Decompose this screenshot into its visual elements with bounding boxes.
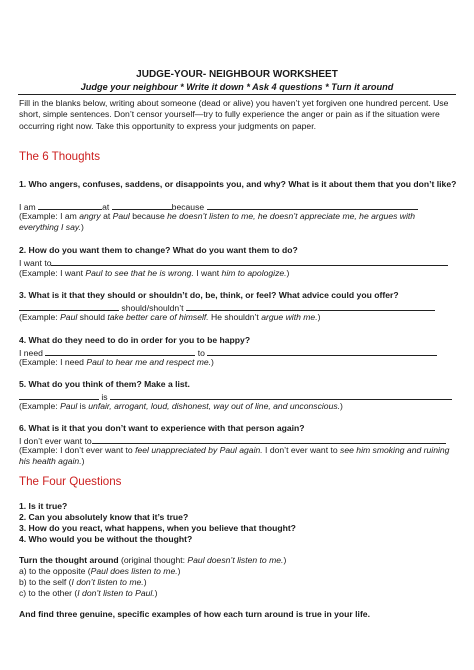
- turnaround-a-value: Paul does listen to me.: [90, 566, 178, 576]
- four-question-3: 3. How do you react, what happens, when you believe that thought?: [19, 523, 296, 533]
- q3-ex-open: (Example:: [19, 312, 61, 322]
- turnaround-a: [19, 566, 457, 577]
- turnaround-close: ): [283, 555, 287, 565]
- turnaround-label: Turn the thought around: [19, 555, 119, 565]
- section-heading-four-questions: The Four Questions: [19, 475, 122, 488]
- q1-ex-at: at: [100, 211, 113, 221]
- q4-blank-person[interactable]: [45, 346, 195, 356]
- worksheet-subtitle: Judge your neighbour * Write it down * Ask 4 questions * Turn it around: [80, 82, 394, 92]
- q4-blank-need[interactable]: [207, 346, 437, 356]
- q1-i-am-label: I am: [19, 202, 36, 212]
- q3-ex-close: ): [317, 312, 321, 322]
- q3-ex-argue: argue with me.: [261, 312, 318, 322]
- q3-should-label: should/shouldn’t: [121, 303, 184, 313]
- q1-blank-reason[interactable]: [207, 200, 418, 210]
- q5-blank-list[interactable]: [110, 390, 452, 400]
- worksheet-title: JUDGE-YOUR- NEIGHBOUR WORKSHEET: [136, 69, 338, 80]
- q4-i-need-label: I need: [19, 348, 43, 358]
- q6-ex-feel: feel unappreciated by Paul again.: [135, 445, 263, 455]
- q2-ex-apol: to apologize.: [237, 268, 287, 278]
- q3-example: [19, 312, 457, 323]
- q1-ex-angry: angry: [79, 211, 101, 221]
- q6-blank-experience[interactable]: [92, 434, 446, 444]
- intro-paragraph: Fill in the blanks below, writing about someone (dead or alive) you haven’t yet forgiven one hundred percent. Use short, simple sentences. Don’t censor yourself—try to fully experience the anger or pain as if the situation were occurring right now. Take this opportunity to express your judgments on paper.: [19, 98, 449, 131]
- q3-ex-mid2: He shouldn’t: [208, 312, 262, 322]
- q6-example: [19, 445, 457, 468]
- turnaround-c-label: c) to the other (: [19, 588, 78, 598]
- q1-ex-because: because: [129, 211, 168, 221]
- q5-is-label: is: [101, 392, 108, 402]
- q4-to-label: to: [197, 348, 205, 358]
- q5-ex-paul: Paul: [60, 401, 78, 411]
- q3-ex-care: take better care of himself.: [107, 312, 209, 322]
- section-heading-thoughts: The 6 Thoughts: [19, 150, 100, 163]
- q2-ex-him: him: [221, 268, 236, 278]
- question-5: 5. What do you think of them? Make a list.: [19, 379, 190, 389]
- q5-ex-mid: is: [77, 401, 89, 411]
- q1-blank-person[interactable]: [112, 200, 172, 210]
- q5-ex-close: ): [340, 401, 343, 411]
- question-6: 6. What is it that you don’t want to experience with that person again?: [19, 423, 305, 433]
- q2-ex-paul: Paul: [85, 268, 103, 278]
- turnaround-a-label: a) to the opposite (: [19, 566, 91, 576]
- q1-because-label: because: [171, 202, 205, 212]
- q2-blank-change[interactable]: [51, 256, 448, 266]
- turnaround-c-value: I don’t listen to Paul.: [77, 588, 155, 598]
- four-question-2: 2. Can you absolutely know that it’s true?: [19, 512, 189, 522]
- q2-ex-see: to see that he is wrong.: [104, 268, 194, 278]
- q3-ex-mid: should: [77, 312, 108, 322]
- turnaround-open: (original thought:: [118, 555, 188, 565]
- question-2: 2. How do you want them to change? What do you want them to do?: [19, 245, 298, 255]
- q5-blank-person[interactable]: [19, 390, 99, 400]
- q3-blank-advice[interactable]: [186, 301, 435, 311]
- q1-ex-paul: Paul: [112, 211, 130, 221]
- q4-example: [19, 357, 457, 368]
- question-3: 3. What is it that they should or shouldn’t do, be, think, or feel? What advice could you offer?: [19, 290, 399, 300]
- q1-ex-close: ): [80, 222, 84, 233]
- q6-ex-open: (Example: I don’t ever want to: [19, 445, 136, 455]
- q4-ex-close: ): [211, 357, 214, 367]
- q2-i-want-label: I want to: [19, 258, 52, 268]
- turnaround-c: [19, 588, 457, 599]
- q6-ex-mid: I don’t ever want to: [262, 445, 341, 455]
- q5-ex-open: (Example:: [19, 401, 61, 411]
- q2-example: [19, 268, 457, 279]
- q4-ex-hear: to hear me and respect me.: [105, 357, 212, 367]
- turnaround-b-value: I don’t listen to me.: [71, 577, 144, 587]
- q3-ex-paul: Paul: [60, 312, 78, 322]
- question-4: 4. What do they need to do in order for you to be happy?: [19, 335, 251, 345]
- q1-ex-reason: he doesn’t listen to me, he doesn’t appreciate me, he argues with everything I say.: [19, 211, 416, 233]
- closing-instruction: And find three genuine, specific examples of how each turn around is true in your life.: [19, 609, 370, 619]
- turnaround-intro: [19, 555, 457, 566]
- q2-ex-close: ): [286, 268, 290, 278]
- four-question-4: 4. Who would you be without the thought?: [19, 534, 193, 544]
- turnaround-b-label: b) to the self (: [19, 577, 72, 587]
- q6-ex-close: ): [81, 456, 85, 467]
- q4-ex-open: (Example: I need: [19, 357, 87, 367]
- q2-ex-open: (Example: I want: [19, 268, 86, 278]
- question-1: 1. Who angers, confuses, saddens, or disappoints you, and why? What is it about them that you don’t like?: [19, 179, 457, 189]
- q6-ex-smoke: see him smoking and ruining his health again.: [19, 445, 450, 467]
- q5-example: [19, 401, 457, 412]
- turnaround-c-close: ): [154, 588, 158, 598]
- q1-at-label: at: [102, 202, 110, 212]
- turnaround-thought: Paul doesn’t listen to me.: [187, 555, 284, 565]
- four-question-1: 1. Is it true?: [19, 501, 68, 511]
- q3-blank-person[interactable]: [19, 301, 119, 311]
- q1-example: [19, 211, 457, 234]
- q2-ex-mid2: I want: [193, 268, 222, 278]
- q1-blank-emotion[interactable]: [38, 200, 102, 210]
- q1-ex-open: (Example: I am: [19, 211, 80, 221]
- q4-ex-paul: Paul: [86, 357, 104, 367]
- turnaround-b: [19, 577, 457, 588]
- turnaround-b-close: ): [143, 577, 147, 587]
- header-divider: [18, 94, 456, 95]
- q6-dont-ever-label: I don’t ever want to: [19, 436, 92, 446]
- q5-ex-list: unfair, arrogant, loud, dishonest, way out of line, and unconscious.: [88, 401, 341, 411]
- turnaround-a-close: ): [177, 566, 181, 576]
